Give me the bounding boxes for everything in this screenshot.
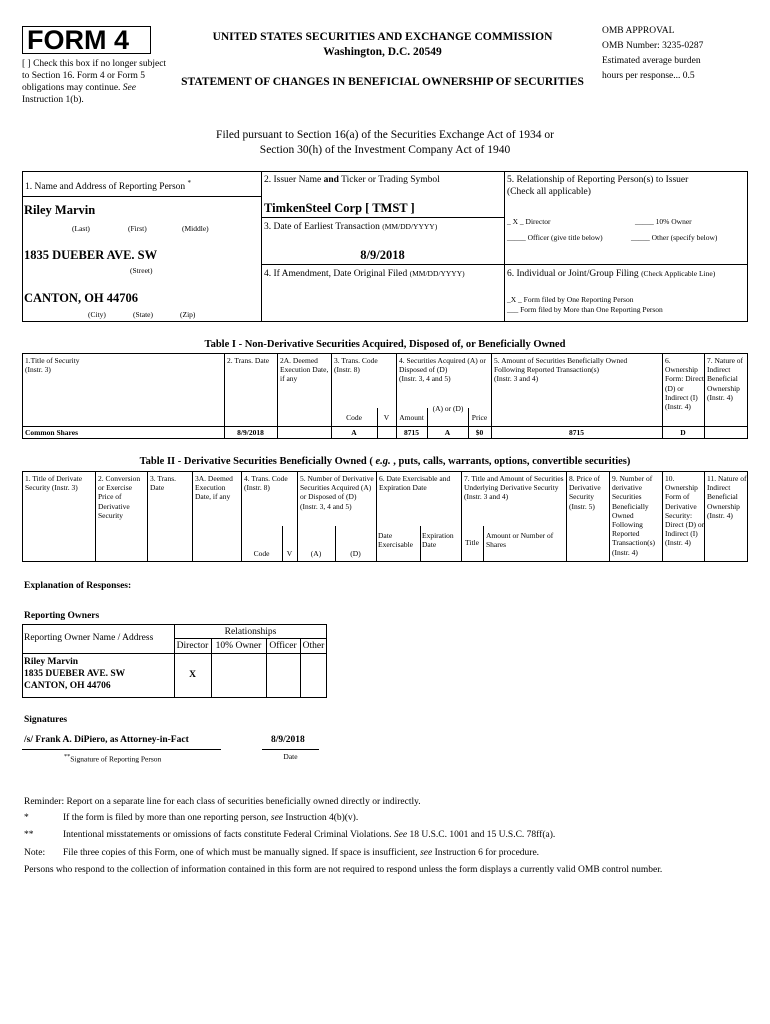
zip-caption: (Zip) (180, 310, 196, 319)
t1-row-price: $0 (475, 428, 484, 437)
t2-h6: 6. Date Exercisable and Expiration Date (379, 474, 451, 493)
note-star-text: If the form is filed by more than one reporting person, see Instruction 4(b)(v). (63, 813, 359, 823)
owner-director-mark: X (189, 670, 196, 680)
t2-h3: 3. Trans. Date (150, 474, 177, 493)
box2-label: 2. Issuer Name and Ticker or Trading Symbol (264, 175, 440, 185)
note-star: * (24, 813, 29, 823)
reminder-note: Reminder: Report on a separate line for each class of securities beneficially owned directly or indirectly. (24, 797, 421, 807)
t2-s-exp: Expiration Date (422, 531, 454, 550)
note-text: File three copies of this Form, one of which must be manually signed. If space is insufficient, see Instruction 6 for procedure. (63, 848, 540, 858)
box5-label: 5. Relationship of Reporting Person(s) to Issuer (Check all applicable) (507, 175, 689, 197)
t2-s-d: (D) (350, 549, 361, 558)
owners-relationships: Relationships (224, 627, 277, 637)
city-value: CANTON, OH 44706 (24, 291, 139, 305)
table2-title: Table II - Derivative Securities Beneficially Owned ( e.g. , puts, calls, warrants, options, convertible securities) (139, 456, 631, 467)
owners-col-officer: Officer (269, 641, 297, 651)
form4-check-text: [ ] Check this box if no longer subject to Section 16. Form 4 or Form 5 obligations may continue. See Instruction 1(b). (22, 59, 167, 105)
t2-h9: 9. Number of derivative Securities Beneficially Owned Following Reported Transaction(s) (Instr. 4) (612, 474, 656, 557)
owners-col-ten: 10% Owner (215, 641, 262, 651)
omb-approval: OMB APPROVAL OMB Number: 3235-0287 Estimated average burden hours per response... 0.5 (602, 26, 704, 81)
other-checkbox[interactable]: _____ Other (specify below) (631, 233, 718, 242)
t2-s-code: Code (253, 549, 270, 558)
reporting-owners-heading: Reporting Owners (24, 611, 100, 621)
owners-col-director: Director (176, 641, 209, 651)
t2-h7: 7. Title and Amount of Securities Underlying Derivative Security (Instr. 3 and 4) (464, 474, 564, 502)
t1-h-nature: 7. Nature of Indirect Beneficial Ownership (Instr. 4) (707, 356, 744, 402)
t1-h-code: 3. Trans. Code (Instr. 8) (334, 356, 378, 375)
signature-name: /s/ Frank A. DiPiero, as Attorney-in-Fact (24, 735, 189, 745)
t1-h-deemed: 2A. Deemed Execution Date, if any (280, 356, 329, 384)
t2-h10: 10. Ownership Form of Derivative Security: Direct (D) or Indirect (I) (Instr. 4) (665, 474, 705, 548)
t1-h-title: 1.Title of Security (Instr. 3) (25, 356, 80, 375)
t1-s-price: Price (471, 413, 488, 422)
signature-caption: **Signature of Reporting Person (64, 753, 162, 764)
owners-col-other: Other (302, 641, 325, 651)
reporting-person-name: Riley Marvin (24, 203, 96, 217)
omb-control-note: Persons who respond to the collection of information contained in this form are not required to respond unless the form displays a currently valid OMB control number. (24, 865, 663, 875)
t1-row-owned: 8715 (569, 428, 584, 437)
t1-row-code: A (351, 428, 357, 437)
t2-h3a: 3A. Deemed Execution Date, if any (195, 474, 233, 502)
statement-title: STATEMENT OF CHANGES IN BENEFICIAL OWNERSHIP OF SECURITIES (181, 76, 584, 88)
first-caption: (First) (128, 224, 147, 233)
state-caption: (State) (133, 310, 153, 319)
t1-s-v: V (383, 413, 390, 422)
t1-row-form: D (680, 428, 686, 437)
director-checkbox[interactable]: _ X _ Director (507, 217, 551, 226)
date-caption: Date (283, 752, 298, 761)
owners-col-name: Reporting Owner Name / Address (24, 633, 154, 643)
t2-s-v: V (286, 549, 293, 558)
table1-title: Table I - Non-Derivative Securities Acquired, Disposed of, or Beneficially Owned (204, 339, 566, 350)
check-box[interactable]: [ ] (22, 59, 31, 69)
t1-row-ad: A (444, 428, 451, 437)
signatures-heading: Signatures (24, 715, 68, 725)
t1-s-code: Code (346, 413, 362, 422)
box1-label: 1. Name and Address of Reporting Person * (25, 179, 192, 193)
note-label: Note: (24, 848, 46, 858)
filed-pursuant: Filed pursuant to Section 16(a) of the Securities Exchange Act of 1934 or Section 30(h) of the Investment Company Act of 1940 (216, 129, 554, 156)
t1-h-amount: 5. Amount of Securities Beneficially Owned Following Reported Transaction(s) (Instr. 3 and 4) (494, 356, 628, 384)
street-value: 1835 DUEBER AVE. SW (24, 248, 158, 262)
t1-h-securities: 4. Securities Acquired (A) or Disposed of (D) (Instr. 3, 4 and 5) (399, 356, 486, 384)
t1-row-amount: 8715 (404, 428, 419, 437)
city-caption: (City) (88, 310, 106, 319)
t1-row-date: 8/9/2018 (237, 428, 264, 437)
form-title-box (22, 26, 151, 54)
agency-name: UNITED STATES SECURITIES AND EXCHANGE COMMISSION Washington, D.C. 20549 (212, 31, 553, 58)
owner-address: Riley Marvin 1835 DUEBER AVE. SW CANTON, OH 44706 (24, 657, 126, 691)
street-caption: (Street) (130, 266, 153, 275)
t2-h11: 11. Nature of Indirect Beneficial Ownership (Instr. 4) (707, 474, 747, 520)
t1-h-ownership: 6. Ownership Form: Direct (D) or Indirect (I) (Instr. 4) (665, 356, 704, 412)
t2-h8: 8. Price of Derivative Security (Instr. 5) (569, 474, 601, 511)
note-dstar-text: Intentional misstatements or omissions of facts constitute Federal Criminal Violations. See 18 U.S.C. 1001 and 15 U.S.C. 78ff(a). (63, 830, 556, 840)
t2-h1: 1. Title of Derivate Security (Instr. 3) (25, 474, 83, 493)
t2-h4: 4. Trans. Code (Instr. 8) (244, 474, 288, 493)
explanation-heading: Explanation of Responses: (24, 581, 132, 591)
t2-s-title: Title (465, 538, 479, 547)
signature-date: 8/9/2018 (271, 735, 305, 745)
t2-h5: 5. Number of Derivative Securities Acquired (A) or Disposed of (D) (Instr. 3, 4 and 5) (300, 474, 374, 511)
earliest-transaction-date: 8/9/2018 (360, 248, 405, 262)
t1-s-ad: (A) or (D) (432, 404, 464, 413)
multi-person-filing[interactable]: ___ Form filed by More than One Reporting Person (507, 305, 663, 314)
form-title: FORM 4 (27, 25, 130, 55)
box4-label: 4. If Amendment, Date Original Filed (MM/DD/YYYY) (264, 269, 465, 279)
t1-row-title: Common Shares (25, 428, 78, 437)
ten-percent-owner-checkbox[interactable]: _____ 10% Owner (635, 217, 692, 226)
t1-h-date: 2. Trans. Date (227, 356, 270, 365)
one-person-filing[interactable]: _X _ Form filed by One Reporting Person (507, 295, 634, 304)
t1-s-amount: Amount (399, 413, 424, 422)
t2-s-a: (A) (310, 549, 322, 558)
issuer-name: TimkenSteel Corp [ TMST ] (264, 201, 415, 215)
box6-label: 6. Individual or Joint/Group Filing (Check Applicable Line) (507, 269, 716, 279)
note-dstar: ** (24, 830, 34, 840)
t2-s-amt: Amount or Number of Shares (486, 531, 554, 550)
box3-label: 3. Date of Earliest Transaction (MM/DD/YYYY) (264, 222, 438, 232)
last-caption: (Last) (72, 224, 90, 233)
middle-caption: (Middle) (182, 224, 209, 233)
t2-h2: 2. Conversion or Exercise Price of Derivative Security (98, 474, 141, 520)
officer-checkbox[interactable]: _____ Officer (give title below) (507, 233, 603, 242)
t2-s-date-ex: Date Exercisable (378, 531, 413, 550)
